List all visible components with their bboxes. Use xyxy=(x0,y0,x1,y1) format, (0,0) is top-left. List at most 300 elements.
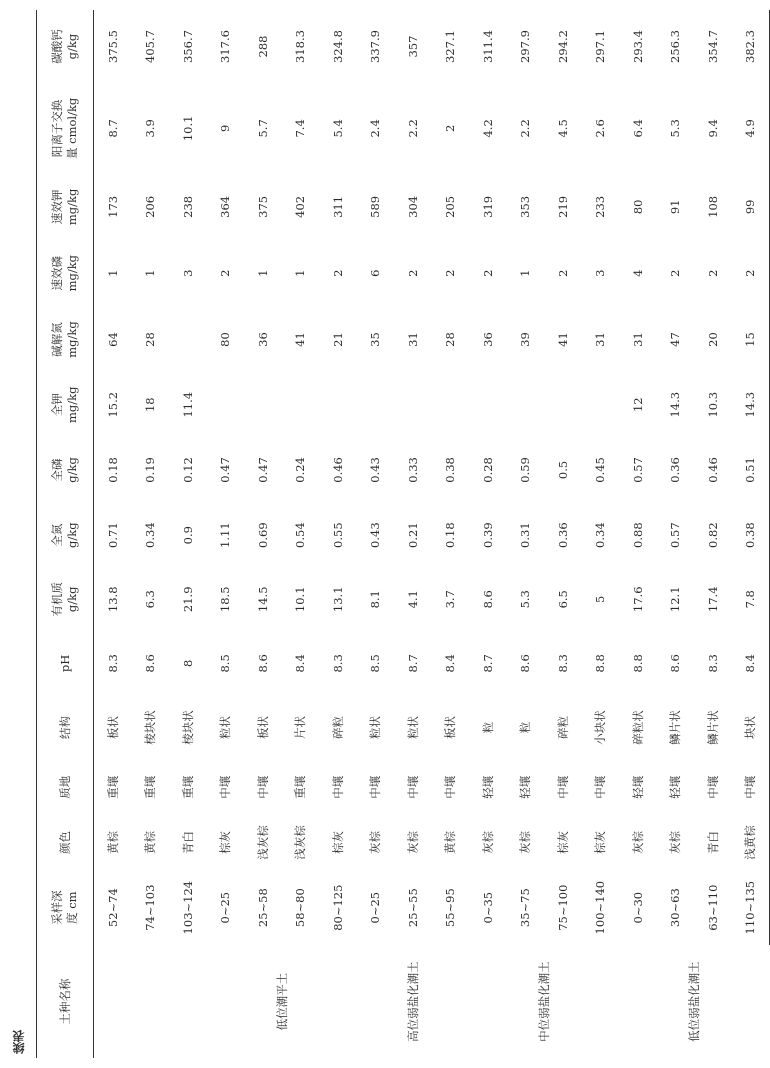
table-cell: 轻壤 xyxy=(668,775,683,799)
table-cell: 2 xyxy=(330,269,345,277)
table-cell: 8.6 xyxy=(518,654,533,673)
column-header xyxy=(37,83,94,174)
table-cell: 8.3 xyxy=(330,654,345,673)
table-cell: 8.6 xyxy=(480,590,495,609)
table-cell: 2.2 xyxy=(405,119,420,138)
table-cell: 0.33 xyxy=(405,457,420,483)
table-cell: 8 xyxy=(180,659,195,668)
table-cell: 4.2 xyxy=(480,119,495,138)
table-cell xyxy=(169,306,207,372)
table-cell: 80 xyxy=(630,199,645,215)
table-cell: 91 xyxy=(668,199,683,215)
column-header-text: 颜色 xyxy=(57,830,72,854)
table-cell: 粒状 xyxy=(218,716,233,739)
column-header xyxy=(37,503,94,567)
column-header-text: 量 cmol/kg xyxy=(65,97,79,160)
table-cell: 0~25 xyxy=(218,891,233,924)
column-header-text: 阳离子交换 xyxy=(50,99,64,158)
column-header-text: g/kg xyxy=(65,33,79,60)
table-cell: 中壤 xyxy=(405,775,420,799)
table-cell: 21.9 xyxy=(180,586,195,613)
table-cell: 鳞片状 xyxy=(705,710,720,745)
soil-name-cell: 低位弱盐化潮土 xyxy=(687,961,702,1042)
table-cell: 中壤 xyxy=(705,775,720,799)
table-cell: 重壤 xyxy=(293,775,308,799)
table-cell: 黄棕 xyxy=(443,830,458,854)
table-cell: 碎粒 xyxy=(330,716,345,739)
table-cell: 中壤 xyxy=(218,775,233,799)
column-header-text: 全磷 xyxy=(50,458,64,482)
table-cell: 0.36 xyxy=(668,457,683,483)
table-row xyxy=(507,10,545,1058)
table-cell: 74~103 xyxy=(143,884,158,931)
table-cell: 粒 xyxy=(518,721,533,734)
table-cell: 110~135 xyxy=(732,870,770,945)
table-cell: 31 xyxy=(593,332,608,347)
table-cell: 重壤 xyxy=(180,775,195,799)
table-cell: 0.82 xyxy=(705,522,720,548)
table-cell: 30~63 xyxy=(668,888,683,928)
column-header-text: pH xyxy=(57,654,72,673)
table-cell: 灰棕 xyxy=(405,830,420,854)
table-cell: 337.9 xyxy=(368,30,383,63)
table-cell: 0.43 xyxy=(368,457,383,483)
column-header-text: 碱解氮 xyxy=(50,322,64,357)
table-cell: 8.5 xyxy=(368,654,383,673)
table-cell xyxy=(319,373,357,437)
table-cell: 0~25 xyxy=(368,891,383,924)
column-header-text: 有机质 xyxy=(50,582,64,617)
table-cell: 0.9 xyxy=(180,526,195,545)
table-cell: 粒状 xyxy=(405,716,420,739)
column-header-text: 速效钾 xyxy=(50,189,64,225)
soil-name-cell: 低位潮平土 xyxy=(274,972,289,1031)
table-cell: 80~125 xyxy=(330,884,345,931)
table-cell: 297.9 xyxy=(518,30,533,63)
table-cell: 2 xyxy=(480,269,495,277)
table-cell: 375.5 xyxy=(105,30,120,63)
table-cell: 0.18 xyxy=(105,457,120,483)
table-row xyxy=(657,10,695,1058)
table-cell: 0.31 xyxy=(518,522,533,548)
table-row xyxy=(694,10,732,1058)
table-cell: 288 xyxy=(255,35,270,58)
table-cell: 8.7 xyxy=(480,654,495,673)
column-header-text: 采样深 xyxy=(50,890,64,925)
table-cell: 318.3 xyxy=(293,30,308,63)
table-cell: 20 xyxy=(705,332,720,347)
table-cell: 4.9 xyxy=(732,83,770,174)
table-cell: 294.2 xyxy=(555,30,570,63)
table-row xyxy=(432,10,470,1058)
table-cell: 8.7 xyxy=(405,654,420,673)
table-cell: 青白 xyxy=(705,830,720,854)
table-cell: 52~74 xyxy=(105,888,120,928)
table-cell: 重壤 xyxy=(105,775,120,799)
table-cell: 棕灰 xyxy=(218,830,233,854)
table-cell: 12 xyxy=(630,397,645,413)
table-row xyxy=(244,10,282,1058)
table-cell: 6.3 xyxy=(143,590,158,609)
table-cell: 8.5 xyxy=(218,654,233,673)
table-cell: 棕灰 xyxy=(593,830,608,854)
table-cell: 0.43 xyxy=(368,522,383,548)
table-cell: 0.39 xyxy=(480,522,495,548)
table-cell: 碎粒状 xyxy=(630,710,645,745)
table-cell: 中壤 xyxy=(732,760,770,815)
table-cell: 8.6 xyxy=(255,654,270,673)
column-header-text: mg/kg xyxy=(65,188,79,226)
table-cell: 0.57 xyxy=(630,457,645,483)
table-cell: 353 xyxy=(518,195,533,218)
table-cell: 12.1 xyxy=(668,586,683,613)
table-cell: 2 xyxy=(555,269,570,277)
table-row xyxy=(282,10,320,1058)
column-header-text: 结构 xyxy=(57,716,72,739)
soil-name-cell xyxy=(94,945,207,1058)
table-cell: 25~58 xyxy=(255,888,270,928)
table-cell: 18.5 xyxy=(218,586,233,613)
table-cell: 0.28 xyxy=(480,457,495,483)
table-cell: 0.47 xyxy=(218,457,233,483)
table-cell: 256.3 xyxy=(668,30,683,63)
table-cell: 0.46 xyxy=(330,457,345,483)
table-cell: 中壤 xyxy=(368,775,383,799)
table-cell: 块状 xyxy=(732,695,770,759)
table-cell: 1.11 xyxy=(218,522,233,548)
table-cell: 238 xyxy=(180,195,195,218)
column-header xyxy=(37,945,94,1058)
column-header-text: 速效磷 xyxy=(50,255,64,291)
table-cell: 0.45 xyxy=(593,457,608,483)
table-cell xyxy=(544,373,582,437)
table-cell: 8.6 xyxy=(668,654,683,673)
table-cell: 1 xyxy=(105,269,120,277)
table-cell: 17.6 xyxy=(630,586,645,613)
table-cell: 108 xyxy=(705,195,720,218)
table-cell: 402 xyxy=(293,195,308,218)
table-cell: 8.6 xyxy=(143,654,158,673)
table-cell: 0.54 xyxy=(293,522,308,548)
table-cell: 311 xyxy=(330,195,345,218)
table-cell: 39 xyxy=(518,332,533,347)
table-cell: 中壤 xyxy=(593,775,608,799)
table-cell: 64 xyxy=(105,332,120,347)
soil-name-cell: 中位弱盐化潮土 xyxy=(537,961,551,1042)
table-cell: 0.57 xyxy=(668,522,683,548)
table-cell: 0.59 xyxy=(518,457,533,483)
table-cell: 0.34 xyxy=(143,522,158,548)
table-cell: 80 xyxy=(218,332,233,347)
table-cell: 99 xyxy=(732,174,770,240)
column-header-text: 质地 xyxy=(57,775,72,799)
table-cell: 0.55 xyxy=(330,522,345,548)
table-cell: 0.71 xyxy=(105,522,120,548)
table-cell: 5.7 xyxy=(255,119,270,138)
table-cell: 片状 xyxy=(293,716,308,739)
column-header xyxy=(37,567,94,631)
table-cell: 41 xyxy=(293,332,308,347)
table-cell: 板状 xyxy=(443,716,458,739)
column-header-text: mg/kg xyxy=(65,386,79,423)
table-cell: 棱块状 xyxy=(180,710,195,745)
table-cell: 10.3 xyxy=(705,391,720,418)
table-cell xyxy=(357,373,395,437)
table-cell: 8.8 xyxy=(630,654,645,673)
table-cell: 1 xyxy=(143,269,158,277)
table-cell: 0.21 xyxy=(405,522,420,548)
table-row xyxy=(94,10,132,1058)
column-header-text: mg/kg xyxy=(65,254,79,292)
table-cell: 13.8 xyxy=(105,586,120,613)
table-cell: 219 xyxy=(555,195,570,218)
table-cell: 2 xyxy=(668,269,683,277)
table-cell: 3 xyxy=(180,269,195,277)
table-cell: 233 xyxy=(593,195,608,218)
column-header xyxy=(37,815,94,870)
soil-name-cell: 高位弱盐化潮土 xyxy=(405,961,420,1042)
table-cell: 0~35 xyxy=(480,891,495,924)
table-cell: 2 xyxy=(405,269,420,277)
table-cell: 轻壤 xyxy=(630,775,645,799)
table-row xyxy=(619,10,657,1058)
table-cell: 碎粒 xyxy=(555,716,570,739)
table-row xyxy=(207,10,245,1058)
table-cell: 2 xyxy=(732,240,770,306)
table-cell: 2 xyxy=(705,269,720,277)
table-cell: 中壤 xyxy=(255,775,270,799)
table-cell xyxy=(469,373,507,437)
table-row xyxy=(394,10,432,1058)
table-cell: 2.6 xyxy=(593,119,608,138)
table-cell: 0.34 xyxy=(593,522,608,548)
table-cell: 0.38 xyxy=(732,503,770,567)
table-cell: 灰棕 xyxy=(668,830,683,854)
table-cell: 6.5 xyxy=(555,590,570,609)
table-cell: 板状 xyxy=(255,716,270,739)
table-cell: 356.7 xyxy=(180,30,195,63)
table-cell xyxy=(282,373,320,437)
table-cell: 灰棕 xyxy=(518,830,533,854)
table-cell: 棕灰 xyxy=(330,830,345,854)
table-cell: 黄棕 xyxy=(143,830,158,854)
table-cell: 15.2 xyxy=(105,391,120,418)
table-cell: 浅灰棕 xyxy=(255,825,270,860)
table-header-row xyxy=(37,10,94,1058)
table-cell: 173 xyxy=(105,195,120,218)
table-cell: 0.51 xyxy=(732,437,770,503)
table-cell: 6.4 xyxy=(630,119,645,138)
table-cell: 0.88 xyxy=(630,522,645,548)
table-cell: 100~140 xyxy=(593,880,608,935)
table-cell: 13.1 xyxy=(330,586,345,613)
table-cell: 3.7 xyxy=(443,590,458,609)
column-header xyxy=(37,240,94,306)
table-cell: 9 xyxy=(218,124,233,133)
table-row xyxy=(319,10,357,1058)
table-cell: 1 xyxy=(293,269,308,277)
table-cell: 4.5 xyxy=(555,119,570,138)
table-cell: 25~55 xyxy=(405,888,420,928)
table-cell: 8.4 xyxy=(293,654,308,673)
table-cell: 灰棕 xyxy=(630,830,645,854)
table-cell: 357 xyxy=(405,35,420,58)
table-cell: 317.6 xyxy=(218,30,233,63)
table-cell: 311.4 xyxy=(480,30,495,63)
table-cell: 2.2 xyxy=(518,119,533,138)
table-cell: 14.3 xyxy=(668,391,683,418)
table-cell: 55~95 xyxy=(443,888,458,928)
table-cell: 35~75 xyxy=(518,888,533,928)
table-cell: 8.3 xyxy=(705,654,720,673)
table-container xyxy=(36,10,758,1058)
table-cell: 21 xyxy=(330,332,345,347)
table-cell: 中壤 xyxy=(443,775,458,799)
table-cell xyxy=(244,373,282,437)
table-row xyxy=(169,10,207,1058)
table-cell: 304 xyxy=(405,195,420,218)
table-cell: 2 xyxy=(443,124,458,133)
table-cell: 重壤 xyxy=(143,775,158,799)
table-cell: 75~100 xyxy=(555,884,570,931)
table-cell: 粒 xyxy=(480,721,495,734)
table-cell: 14.5 xyxy=(255,586,270,613)
column-header-text: 全钾 xyxy=(50,393,64,417)
table-cell: 17.4 xyxy=(705,586,720,613)
table-body xyxy=(94,10,770,1058)
table-row xyxy=(544,10,582,1058)
table-cell: 58~80 xyxy=(293,888,308,928)
column-header xyxy=(37,631,94,695)
table-cell: 8.1 xyxy=(368,590,383,609)
column-header xyxy=(37,10,94,83)
table-cell: 324.8 xyxy=(330,30,345,63)
column-header xyxy=(37,437,94,503)
column-header-text: g/kg xyxy=(65,522,79,548)
table-cell: 浅黄棕 xyxy=(732,815,770,870)
table-cell: 板状 xyxy=(105,716,120,739)
table-cell: 10.1 xyxy=(293,586,308,613)
table-cell: 8.4 xyxy=(443,654,458,673)
table-cell: 18 xyxy=(143,397,158,413)
table-cell: 28 xyxy=(443,332,458,347)
table-cell: 轻壤 xyxy=(518,775,533,799)
table-cell xyxy=(582,373,620,437)
table-cell: 中壤 xyxy=(555,775,570,799)
table-cell: 1 xyxy=(255,269,270,277)
table-cell: 14.3 xyxy=(732,373,770,437)
table-row xyxy=(469,10,507,1058)
table-cell xyxy=(507,373,545,437)
column-header-text: mg/kg xyxy=(65,321,79,358)
table-cell: 8.8 xyxy=(593,654,608,673)
table-cell: 棱块状 xyxy=(143,710,158,745)
table-cell: 5.4 xyxy=(330,119,345,138)
table-cell: 0.12 xyxy=(180,457,195,483)
table-cell: 589 xyxy=(368,195,383,218)
table-cell: 轻壤 xyxy=(480,775,495,799)
table-cell: 9.4 xyxy=(705,119,720,138)
table-cell: 319 xyxy=(480,195,495,218)
table-cell: 15 xyxy=(732,306,770,372)
table-cell: 4 xyxy=(630,269,645,277)
table-cell: 7.8 xyxy=(732,567,770,631)
table-cell: 0.69 xyxy=(255,522,270,548)
table-cell: 3.9 xyxy=(143,119,158,138)
table-cell: 0.38 xyxy=(443,457,458,483)
table-cell: 41 xyxy=(555,332,570,347)
table-cell: 8.4 xyxy=(732,631,770,695)
table-cell: 6 xyxy=(368,269,383,277)
table-cell: 63~110 xyxy=(705,884,720,931)
table-cell: 5.3 xyxy=(668,119,683,138)
table-cell: 7.4 xyxy=(293,119,308,138)
table-cell: 205 xyxy=(443,195,458,218)
table-cell: 31 xyxy=(630,332,645,347)
table-cell: 2 xyxy=(443,269,458,277)
table-cell: 47 xyxy=(668,332,683,347)
table-cell: 364 xyxy=(218,195,233,218)
table-cell xyxy=(207,373,245,437)
table-cell: 灰棕 xyxy=(480,830,495,854)
column-header-text: g/kg xyxy=(65,457,79,483)
column-header-text: 度 cm xyxy=(65,891,79,924)
table-cell: 327.1 xyxy=(443,30,458,63)
table-cell: 31 xyxy=(405,332,420,347)
table-cell: 0~30 xyxy=(630,891,645,924)
table-cell: 棕灰 xyxy=(555,830,570,854)
table-cell: 35 xyxy=(368,332,383,347)
table-cell: 405.7 xyxy=(143,30,158,63)
table-cell: 0.36 xyxy=(555,522,570,548)
table-cell: 8.7 xyxy=(105,119,120,138)
table-cell: 10.1 xyxy=(180,115,195,142)
table-cell: 0.18 xyxy=(443,522,458,548)
column-header xyxy=(37,695,94,759)
table-cell: 3 xyxy=(593,269,608,277)
column-header-text: 全氮 xyxy=(50,523,64,547)
table-cell: 36 xyxy=(480,332,495,347)
table-cell: 2 xyxy=(218,269,233,277)
table-cell: 浅灰棕 xyxy=(293,825,308,860)
column-header xyxy=(37,174,94,240)
table-row xyxy=(732,10,770,1058)
table-cell: 382.3 xyxy=(732,10,770,83)
table-cell: 青白 xyxy=(180,830,195,854)
table-cell: 鳞片状 xyxy=(668,710,683,745)
table-cell xyxy=(432,373,470,437)
table-cell: 5.3 xyxy=(518,590,533,609)
table-cell: 5 xyxy=(593,595,608,603)
soil-properties-table xyxy=(36,10,770,1058)
table-cell: 11.4 xyxy=(180,391,195,418)
table-cell: 0.46 xyxy=(705,457,720,483)
table-cell: 2.4 xyxy=(368,119,383,138)
column-header xyxy=(37,760,94,815)
table-cell: 297.1 xyxy=(593,30,608,63)
table-cell: 28 xyxy=(143,332,158,347)
table-cell: 小块状 xyxy=(593,710,608,745)
table-cell: 0.19 xyxy=(143,457,158,483)
table-row xyxy=(582,10,620,1058)
column-header-text: g/kg xyxy=(65,586,79,613)
table-cell: 灰棕 xyxy=(368,830,383,854)
column-header-text: 碳酸钙 xyxy=(50,29,64,64)
table-cell: 293.4 xyxy=(630,30,645,63)
table-cell: 黄棕 xyxy=(105,830,120,854)
table-row xyxy=(132,10,170,1058)
table-cell: 206 xyxy=(143,195,158,218)
